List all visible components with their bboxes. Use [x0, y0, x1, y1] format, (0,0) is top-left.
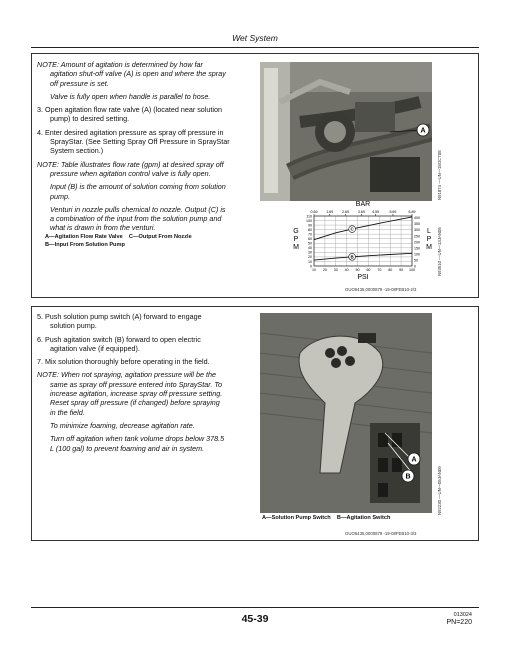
bar-tick-label: 0.69 — [310, 210, 318, 214]
y-left-label-letter: P — [293, 236, 299, 243]
lpm-tick-label: 400 — [414, 216, 420, 221]
gpm-tick-label: 110 — [306, 214, 312, 219]
gpm-tick-label: 20 — [308, 255, 312, 260]
top-instruction-line: what is drawn in from the venturi. — [50, 223, 156, 233]
bottom-instruction-paragraph — [37, 335, 255, 354]
footer-date-code: 013024 — [453, 612, 472, 618]
switch-console-illustration — [260, 313, 432, 513]
lpm-tick-label: 0 — [414, 264, 416, 269]
bottom-footer-ref: OUO6435,0000879 -19-08FEB10-3/3 — [345, 531, 417, 536]
photo-callout-a-switch: A — [411, 456, 417, 464]
photo-callout-a: A — [420, 127, 426, 135]
bar-tick-label: 2.69 — [342, 210, 350, 214]
top-instruction-paragraph — [37, 128, 255, 156]
top-footer-ref: OUO6435,0000879 -19-08FEB10-2/3 — [345, 287, 417, 292]
lpm-tick-label: 250 — [414, 234, 420, 239]
bottom-instruction-line: in the field. — [50, 407, 85, 417]
bar-tick-label: 1.69 — [326, 210, 334, 214]
top-instruction-line: NOTE: Amount of agitation is determined by how far — [37, 60, 203, 69]
top-instruction-line: NOTE: Table illustrates flow rate (gpm) at desired spray off — [37, 159, 224, 169]
psi-tick-label: 60 — [366, 268, 371, 272]
gpm-tick-label: 40 — [308, 246, 312, 251]
top-instruction-paragraph — [37, 160, 255, 179]
x-axis-label: PSI — [357, 274, 369, 281]
top-instruction-line: SprayStar. (See Setting Spray Off Pressure in SprayStar — [50, 137, 230, 147]
psi-tick-label: 100 — [409, 268, 415, 272]
top-instruction-line: System section.) — [50, 146, 104, 156]
legend-b: B—Input From Solution Pump — [45, 241, 125, 248]
top-instruction-line: off pressure is set. — [50, 78, 109, 88]
bottom-instruction-line: Reset spray off pressure (if changed) before spraying — [50, 398, 220, 408]
y-right-label-letter: M — [426, 244, 432, 251]
gpm-tick-label: 30 — [308, 250, 312, 255]
lpm-tick-label: 350 — [414, 222, 420, 227]
chart-title: BAR — [355, 201, 371, 208]
legend-a: A—Agitation Flow Rate Valve — [45, 234, 123, 240]
top-instruction-line: Venturi in nozzle pulls chemical to nozzle. Output (C) is — [50, 204, 226, 214]
legend-c: C—Output From Nozzle — [128, 234, 192, 240]
bottom-instruction-line: 5. Push solution pump switch (A) forward to engage — [37, 312, 202, 321]
top-instruction-line: 3. Open agitation flow rate valve (A) (located near solution — [37, 105, 222, 115]
top-instruction-paragraph — [37, 60, 255, 88]
flow-rate-chart — [262, 200, 442, 284]
gpm-tick-label: 70 — [308, 232, 312, 237]
gpm-tick-label: 60 — [308, 237, 312, 242]
bottom-instruction-line: Turn off agitation when tank volume drops below 378.5 — [50, 434, 225, 444]
lpm-tick-label: 200 — [414, 240, 420, 245]
top-instruction-line: pump) to desired setting. — [50, 114, 130, 124]
agitation-valve-photo — [260, 62, 432, 201]
legend-agitation-switch: B—Agitation Switch — [336, 515, 391, 521]
top-instruction-line: agitation shut-off valve (A) is open and where the spray — [50, 69, 226, 79]
footer-rule — [31, 607, 479, 608]
gpm-tick-label: 50 — [308, 241, 312, 246]
bottom-instruction-paragraph — [37, 357, 255, 366]
top-instruction-line: pressure when agitation control valve is fully open. — [50, 168, 211, 178]
series-line-c — [314, 217, 412, 240]
chart-ref: N93510 —UN—13JAN05 — [437, 227, 442, 276]
gpm-tick-label: 0 — [310, 264, 312, 269]
bar-tick-label: 6.89 — [408, 210, 416, 214]
legend-solution-pump-switch: A—Solution Pump Switch — [262, 515, 331, 521]
bar-tick-label: 3.69 — [357, 210, 365, 214]
bottom-instruction-line: NOTE: When not spraying, agitation pressure will be the — [37, 370, 216, 380]
top-instruction-paragraph — [37, 182, 255, 201]
lpm-tick-label: 100 — [414, 252, 420, 257]
bottom-instruction-line: increase agitation, increase spray off pressure setting. — [50, 389, 223, 399]
bottom-instruction-line: 7. Mix solution thoroughly before operating in the field. — [37, 357, 210, 367]
bottom-instruction-paragraph — [37, 434, 255, 453]
top-instruction-line: Valve is fully open when handle is parallel to hose. — [50, 91, 211, 101]
top-instruction-paragraph — [37, 92, 255, 101]
psi-tick-label: 40 — [344, 268, 349, 272]
photo-callout-b-switch: B — [405, 473, 411, 481]
bottom-instruction-line: agitation valve (if equipped). — [50, 343, 140, 353]
top-instruction-paragraph — [37, 105, 255, 124]
top-instruction-line: 4. Enter desired agitation pressure as spray off pressure in — [37, 127, 224, 137]
y-right-label-letter: P — [426, 236, 432, 243]
footer-info — [447, 612, 473, 626]
psi-tick-label: 30 — [333, 268, 338, 272]
top-instruction-paragraph — [37, 205, 255, 233]
bottom-instruction-line: To minimize foaming, decrease agitation rate. — [50, 420, 195, 430]
gpm-tick-label: 100 — [306, 218, 312, 223]
bottom-photo-ref: N92230 —UN—05JAN09 — [437, 466, 442, 515]
psi-tick-label: 70 — [377, 268, 382, 272]
y-right-label-letter: L — [427, 228, 431, 235]
y-left-label-letter: G — [293, 228, 299, 235]
top-instruction-line: pump. — [50, 191, 70, 201]
top-instruction-line: Input (B) is the amount of solution coming from solution — [50, 182, 226, 192]
bottom-instruction-paragraph — [37, 421, 255, 430]
bar-tick-label: 4.59 — [372, 210, 380, 214]
header-rule — [31, 47, 479, 48]
gpm-tick-label: 90 — [308, 223, 312, 228]
lpm-tick-label: 150 — [414, 246, 420, 251]
bar-tick-label: 5.69 — [389, 210, 397, 214]
psi-tick-label: 10 — [312, 268, 316, 272]
top-instructions — [37, 60, 255, 237]
agitation-valve-illustration — [260, 62, 432, 201]
switch-console-photo — [260, 313, 432, 513]
series-label-c: C — [350, 226, 354, 232]
bottom-instruction-line: L (100 gal) to prevent foaming and air in system. — [50, 443, 205, 453]
top-legend — [45, 234, 255, 249]
gpm-tick-label: 10 — [308, 259, 312, 264]
lpm-tick-label: 50 — [414, 258, 418, 263]
bottom-instruction-line: solution pump. — [50, 321, 97, 331]
bottom-instruction-paragraph — [37, 312, 255, 331]
page-number: 45-39 — [241, 613, 269, 625]
series-line-b — [314, 253, 412, 260]
psi-tick-label: 90 — [399, 268, 404, 272]
y-left-label-letter: M — [293, 244, 299, 251]
top-photo-ref: N91874 —UN—18OCT08 — [437, 150, 442, 200]
gpm-tick-label: 80 — [308, 227, 312, 232]
lpm-tick-label: 300 — [414, 228, 420, 233]
series-label-b: B — [350, 254, 354, 260]
bottom-instructions — [37, 312, 255, 457]
psi-tick-label: 50 — [355, 268, 360, 272]
bottom-instruction-paragraph — [37, 370, 255, 416]
bottom-legend — [262, 515, 432, 523]
bottom-instruction-line: 6. Push agitation switch (B) forward to open electric — [37, 334, 201, 344]
page-header-title: Wet System — [232, 33, 278, 43]
psi-tick-label: 20 — [322, 268, 327, 272]
bottom-instruction-line: same as spray off pressure entered into SprayStar. To — [50, 379, 223, 389]
footer-pn: PN=220 — [446, 619, 472, 626]
psi-tick-label: 80 — [388, 268, 393, 272]
top-instruction-line: a combination of the input from the solution pump and — [50, 214, 222, 224]
